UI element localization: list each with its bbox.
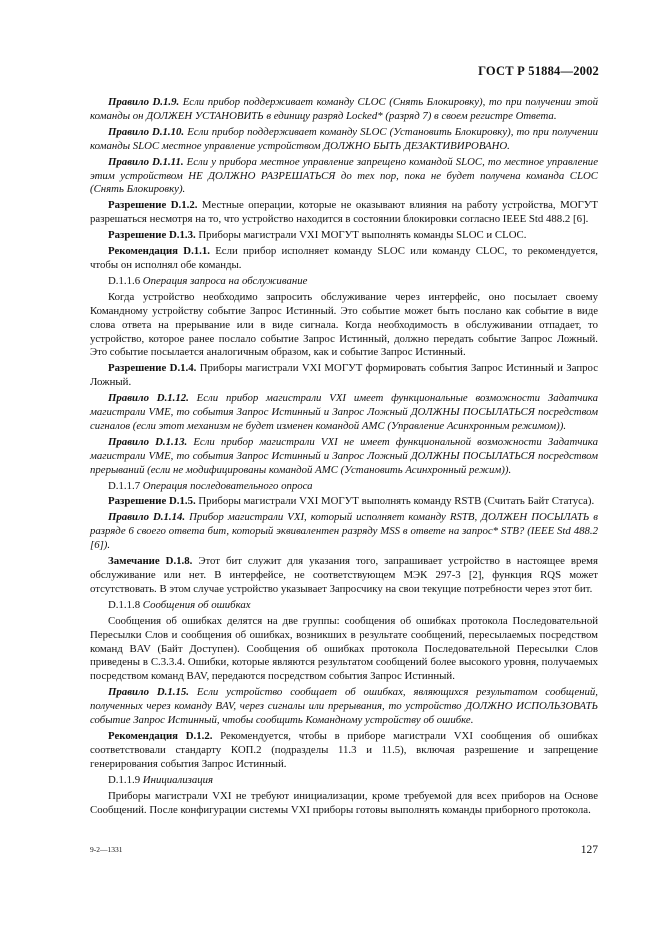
rule-d-1-15: Правило D.1.15. Если устройство сообщает об ошибках, являющихся результатом сообщений, полученных через команду BAV, через сигналы или прерывания, то устройство ДОЛЖНО ИСПОЛЬЗОВАТЬ событие Запрос Истинный, чтобы сообщить Командному устройству об ошибке. <box>90 686 598 727</box>
section-heading-d-1-1-9: D.1.1.9 Инициализация <box>108 773 214 786</box>
recommendation-d-1-1: Рекомендация D.1.1. Если прибор исполняет команду SLOC или команду CLOC, то рекомендуется, чтобы он исполнял обе команды. <box>90 245 598 271</box>
rule-d-1-11: Правило D.1.11. Если у прибора местное управление запрещено командой SLOC, то местное управление этим устройством НЕ ДОЛЖНО РАЗРЕШАТЬСЯ до тех пор, пока не будет получена команда CLOC (Снять Блокировку). <box>90 155 598 196</box>
section-heading-d-1-1-8: D.1.1.8 Сообщения об ошибках <box>108 598 251 611</box>
rule-d-1-14: Правило D.1.14. Прибор магистрали VXI, который исполняет команду RSTB, ДОЛЖЕН ПОСЫЛАТЬ в разряде 6 своего ответа бит, который эквивалентен разряду MSS в ответе на запрос* STB? (IEEE Std 488.2 [6]). <box>90 511 598 552</box>
rule-d-1-10: Правило D.1.10. Если прибор поддерживает команду SLOC (Установить Блокировку), то при получении команды SLOC местное управление устройством ДОЛЖНО БЫТЬ ДЕЗАКТИВИРОВАНО. <box>90 125 598 152</box>
permission-d-1-4: Разрешение D.1.4. Приборы магистрали VXI МОГУТ формировать события Запрос Истинный и Запрос Ложный. <box>90 362 598 389</box>
rule-d-1-9: Правило D.1.9. Если прибор поддерживает команду CLOC (Снять Блокировку), то при получении этой команды он ДОЛЖЕН УСТАНОВИТЬ в единицу разряд Locked* (разряд 7) в своем регистре Ответа. <box>90 96 598 122</box>
rule-d-1-12: Правило D.1.12. Если прибор магистрали VXI имеет функциональные возможности Задатчика магистрали VME, то события Запрос Истинный и Запрос Ложный ДОЛЖНЫ ПОСЫЛАТЬСЯ посредством сигналов (если этот механизм не будет изменен командой AMC (Управление Асинхронным режимом)). <box>90 392 598 432</box>
permission-d-1-2: Разрешение D.1.2. Местные операции, которые не оказывают влияния на работу устройства, МОГУТ разрешаться несмотря на то, что устройство находится в состоянии блокировки согласно IEEE Std 488.2 [6]. <box>90 199 598 226</box>
page-body <box>90 96 598 819</box>
print-code: 9-2—1331 <box>90 845 123 854</box>
rule-d-1-13: Правило D.1.13. Если прибор магистрали VXI не имеет функциональной возможности Задатчика магистрали VME, то события Запрос Истинный и Запрос Ложный ДОЛЖНЫ ПОСЫЛАТЬСЯ посредством прерываний (если не модифицированы командой AMC (Установить Асинхронный режим)). <box>90 435 598 476</box>
paragraph-initialization: Приборы магистрали VXI не требуют инициализации, кроме требуемой для всех приборов на Основе Сообщений. После конфигурации системы VXI приборы готовы выполнять команды приборного протокола. <box>90 789 598 816</box>
note-d-1-8: Замечание D.1.8. Этот бит служит для указания того, запрашивает устройство в настоящее время обслуживание или нет. В интерфейсе, не соответствующем МЭК 297-3 [2], функция RQS может отсутствовать. В этом случае устройство указывает Запросчику на свои текущие потребности через этот бит. <box>90 555 598 595</box>
page-number: 127 <box>580 844 598 856</box>
section-heading-d-1-1-6: D.1.1.6 Операция запроса на обслуживание <box>108 274 308 287</box>
permission-d-1-5: Разрешение D.1.5. Приборы магистрали VXI МОГУТ выполнять команду RSTB (Считать Байт Статуса). <box>108 495 595 508</box>
permission-d-1-3: Разрешение D.1.3. Приборы магистрали VXI МОГУТ выполнять команды SLOC и CLOC. <box>108 229 527 242</box>
section-heading-d-1-1-7: D.1.1.7 Операция последовательного опроса <box>108 479 313 492</box>
paragraph-service-request: Когда устройство необходимо запросить обслуживание через интерфейс, оно посылает своему Командному устройству событие Запрос Истинный. Это событие может быть послано как событие в виде слова ответа на прерывание или в виде сигнала. Когда необходимость в обслуживании отпадает, то устройство, которое ранее послало событие Запрос Истинный, должно передать событие Запрос Ложный. Это событие посылается аналогичным образом, как и событие Запрос Истинный. <box>90 290 598 359</box>
document-header: ГОСТ Р 51884—2002 <box>478 64 599 78</box>
paragraph-error-messages: Сообщения об ошибках делятся на две группы: сообщения об ошибках протокола Последовательной Пересылки Слов и сообщения об ошибках, возникших в результате сообщений, пересылаемых посредством команд BAV (Байт Доступен). Сообщения об ошибках протокола Последовательной Пересылки Слов приведены в С.3.3.4. Ошибки, которые являются результатом сообщений более высокого уровня, получаемых посредством команд BAV, передаются посредством события Запрос Истинный. <box>90 614 598 683</box>
recommendation-d-1-2: Рекомендация D.1.2. Рекомендуется, чтобы в приборе магистрали VXI сообщения об ошибках соответствовали стандарту КОП.2 (подразделы 11.3 и 11.5), включая разрешение и запрещение генерирования события Запрос Истинный. <box>90 729 598 770</box>
